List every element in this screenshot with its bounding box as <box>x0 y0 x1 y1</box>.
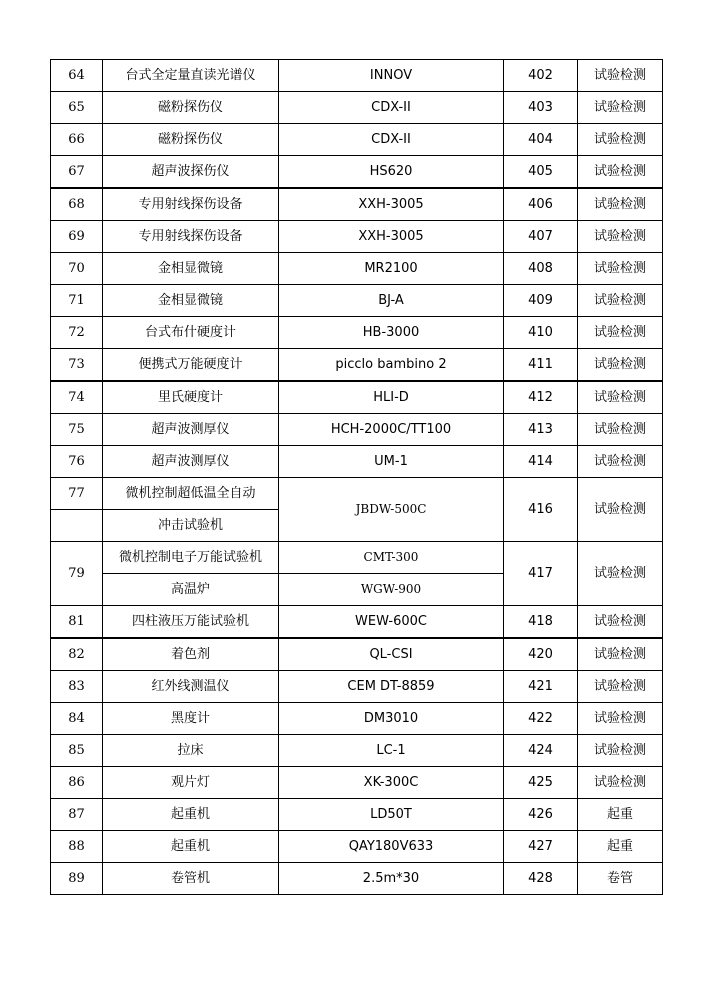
equipment-name: 观片灯 <box>103 767 279 799</box>
equipment-name: 金相显微镜 <box>103 285 279 317</box>
row-number: 71 <box>51 285 103 317</box>
equipment-model: HLI-D <box>279 381 504 414</box>
equipment-name: 卷管机 <box>103 863 279 895</box>
equipment-category: 试验检测 <box>578 349 663 382</box>
equipment-name: 金相显微镜 <box>103 253 279 285</box>
equipment-code: 409 <box>504 285 578 317</box>
row-number: 70 <box>51 253 103 285</box>
row-number: 85 <box>51 735 103 767</box>
row-number: 72 <box>51 317 103 349</box>
table-row <box>51 285 663 317</box>
equipment-model: CEM DT-8859 <box>279 671 504 703</box>
table-row <box>51 124 663 156</box>
equipment-name: 里氏硬度计 <box>103 381 279 414</box>
row-number: 73 <box>51 349 103 382</box>
equipment-name: 台式全定量直读光谱仪 <box>103 60 279 92</box>
equipment-name: 超声波测厚仪 <box>103 446 279 478</box>
equipment-name: 专用射线探伤设备 <box>103 221 279 253</box>
equipment-category: 试验检测 <box>578 188 663 221</box>
equipment-category: 试验检测 <box>578 638 663 671</box>
row-number: 74 <box>51 381 103 414</box>
equipment-code: 402 <box>504 60 578 92</box>
equipment-model: QAY180V633 <box>279 831 504 863</box>
equipment-code: 407 <box>504 221 578 253</box>
equipment-category: 试验检测 <box>578 156 663 189</box>
equipment-table-body <box>51 60 663 895</box>
equipment-model-line1: CMT-300 <box>279 542 504 574</box>
equipment-category: 卷管 <box>578 863 663 895</box>
equipment-code: 412 <box>504 381 578 414</box>
table-row <box>51 221 663 253</box>
row-number: 83 <box>51 671 103 703</box>
equipment-model: MR2100 <box>279 253 504 285</box>
equipment-code: 428 <box>504 863 578 895</box>
equipment-name: 专用射线探伤设备 <box>103 188 279 221</box>
equipment-category: 试验检测 <box>578 606 663 639</box>
equipment-code: 424 <box>504 735 578 767</box>
equipment-category: 起重 <box>578 799 663 831</box>
equipment-category: 试验检测 <box>578 285 663 317</box>
row-number: 84 <box>51 703 103 735</box>
table-row <box>51 349 663 382</box>
equipment-code: 406 <box>504 188 578 221</box>
equipment-model: INNOV <box>279 60 504 92</box>
equipment-code: 426 <box>504 799 578 831</box>
row-number: 86 <box>51 767 103 799</box>
equipment-category: 试验检测 <box>578 92 663 124</box>
row-number: 77 <box>51 478 103 510</box>
equipment-code: 417 <box>504 542 578 606</box>
row-number: 82 <box>51 638 103 671</box>
row-number: 75 <box>51 414 103 446</box>
equipment-name: 超声波测厚仪 <box>103 414 279 446</box>
row-number: 79 <box>51 542 103 606</box>
equipment-name: 红外线测温仪 <box>103 671 279 703</box>
table-row <box>51 767 663 799</box>
equipment-name: 起重机 <box>103 799 279 831</box>
table-row <box>51 671 663 703</box>
row-number: 69 <box>51 221 103 253</box>
equipment-model: LC-1 <box>279 735 504 767</box>
equipment-code: 425 <box>504 767 578 799</box>
equipment-category: 试验检测 <box>578 735 663 767</box>
row-number: 76 <box>51 446 103 478</box>
equipment-category: 试验检测 <box>578 221 663 253</box>
equipment-name: 磁粉探伤仪 <box>103 92 279 124</box>
row-number: 67 <box>51 156 103 189</box>
equipment-name: 拉床 <box>103 735 279 767</box>
equipment-name: 磁粉探伤仪 <box>103 124 279 156</box>
row-number: 89 <box>51 863 103 895</box>
equipment-code: 422 <box>504 703 578 735</box>
equipment-model: HCH-2000C/TT100 <box>279 414 504 446</box>
equipment-code: 416 <box>504 478 578 542</box>
table-row <box>51 735 663 767</box>
table-row <box>51 446 663 478</box>
equipment-model: picclo bambino 2 <box>279 349 504 382</box>
equipment-category: 试验检测 <box>578 124 663 156</box>
equipment-name: 便携式万能硬度计 <box>103 349 279 382</box>
equipment-name-line1: 微机控制电子万能试验机 <box>103 542 279 574</box>
table-row <box>51 542 663 574</box>
equipment-category: 试验检测 <box>578 767 663 799</box>
equipment-name-line2: 冲击试验机 <box>103 510 279 542</box>
equipment-model: DM3010 <box>279 703 504 735</box>
equipment-category: 试验检测 <box>578 317 663 349</box>
table-row <box>51 317 663 349</box>
row-number: 64 <box>51 60 103 92</box>
equipment-name: 着色剂 <box>103 638 279 671</box>
equipment-name: 起重机 <box>103 831 279 863</box>
equipment-model: HS620 <box>279 156 504 189</box>
table-row <box>51 60 663 92</box>
row-number: 88 <box>51 831 103 863</box>
equipment-category: 试验检测 <box>578 446 663 478</box>
equipment-name-line2: 高温炉 <box>103 574 279 606</box>
equipment-model: XXH-3005 <box>279 221 504 253</box>
equipment-model: WEW-600C <box>279 606 504 639</box>
row-number: 68 <box>51 188 103 221</box>
equipment-name-line1: 微机控制超低温全自动 <box>103 478 279 510</box>
equipment-category: 试验检测 <box>578 381 663 414</box>
equipment-name: 黑度计 <box>103 703 279 735</box>
equipment-code: 421 <box>504 671 578 703</box>
equipment-code: 411 <box>504 349 578 382</box>
equipment-model: LD50T <box>279 799 504 831</box>
equipment-category: 试验检测 <box>578 703 663 735</box>
equipment-model: UM-1 <box>279 446 504 478</box>
table-row <box>51 831 663 863</box>
table-row <box>51 253 663 285</box>
row-number: 81 <box>51 606 103 639</box>
table-row <box>51 188 663 221</box>
table-row <box>51 863 663 895</box>
table-row <box>51 381 663 414</box>
equipment-model: JBDW-500C <box>279 478 504 542</box>
table-row <box>51 703 663 735</box>
equipment-model: CDX-II <box>279 124 504 156</box>
equipment-category: 试验检测 <box>578 253 663 285</box>
equipment-name: 超声波探伤仪 <box>103 156 279 189</box>
equipment-code: 404 <box>504 124 578 156</box>
equipment-category: 试验检测 <box>578 671 663 703</box>
equipment-category: 试验检测 <box>578 542 663 606</box>
equipment-code: 427 <box>504 831 578 863</box>
table-row <box>51 414 663 446</box>
equipment-category: 试验检测 <box>578 60 663 92</box>
row-number: 65 <box>51 92 103 124</box>
equipment-model: QL-CSI <box>279 638 504 671</box>
equipment-code: 403 <box>504 92 578 124</box>
equipment-table <box>50 59 663 895</box>
equipment-model: 2.5m*30 <box>279 863 504 895</box>
equipment-model-line2: WGW-900 <box>279 574 504 606</box>
equipment-category: 试验检测 <box>578 478 663 542</box>
equipment-code: 410 <box>504 317 578 349</box>
table-row <box>51 478 663 510</box>
equipment-model: HB-3000 <box>279 317 504 349</box>
table-row <box>51 92 663 124</box>
equipment-code: 420 <box>504 638 578 671</box>
equipment-model: XXH-3005 <box>279 188 504 221</box>
equipment-code: 414 <box>504 446 578 478</box>
row-number-empty <box>51 510 103 542</box>
table-row <box>51 799 663 831</box>
equipment-code: 418 <box>504 606 578 639</box>
row-number: 66 <box>51 124 103 156</box>
equipment-name: 台式布什硬度计 <box>103 317 279 349</box>
equipment-category: 起重 <box>578 831 663 863</box>
equipment-name: 四柱液压万能试验机 <box>103 606 279 639</box>
equipment-category: 试验检测 <box>578 414 663 446</box>
equipment-model: CDX-II <box>279 92 504 124</box>
table-row <box>51 156 663 189</box>
equipment-code: 405 <box>504 156 578 189</box>
equipment-model: BJ-A <box>279 285 504 317</box>
equipment-model: XK-300C <box>279 767 504 799</box>
row-number: 87 <box>51 799 103 831</box>
table-row <box>51 638 663 671</box>
equipment-code: 408 <box>504 253 578 285</box>
table-row <box>51 606 663 639</box>
equipment-code: 413 <box>504 414 578 446</box>
